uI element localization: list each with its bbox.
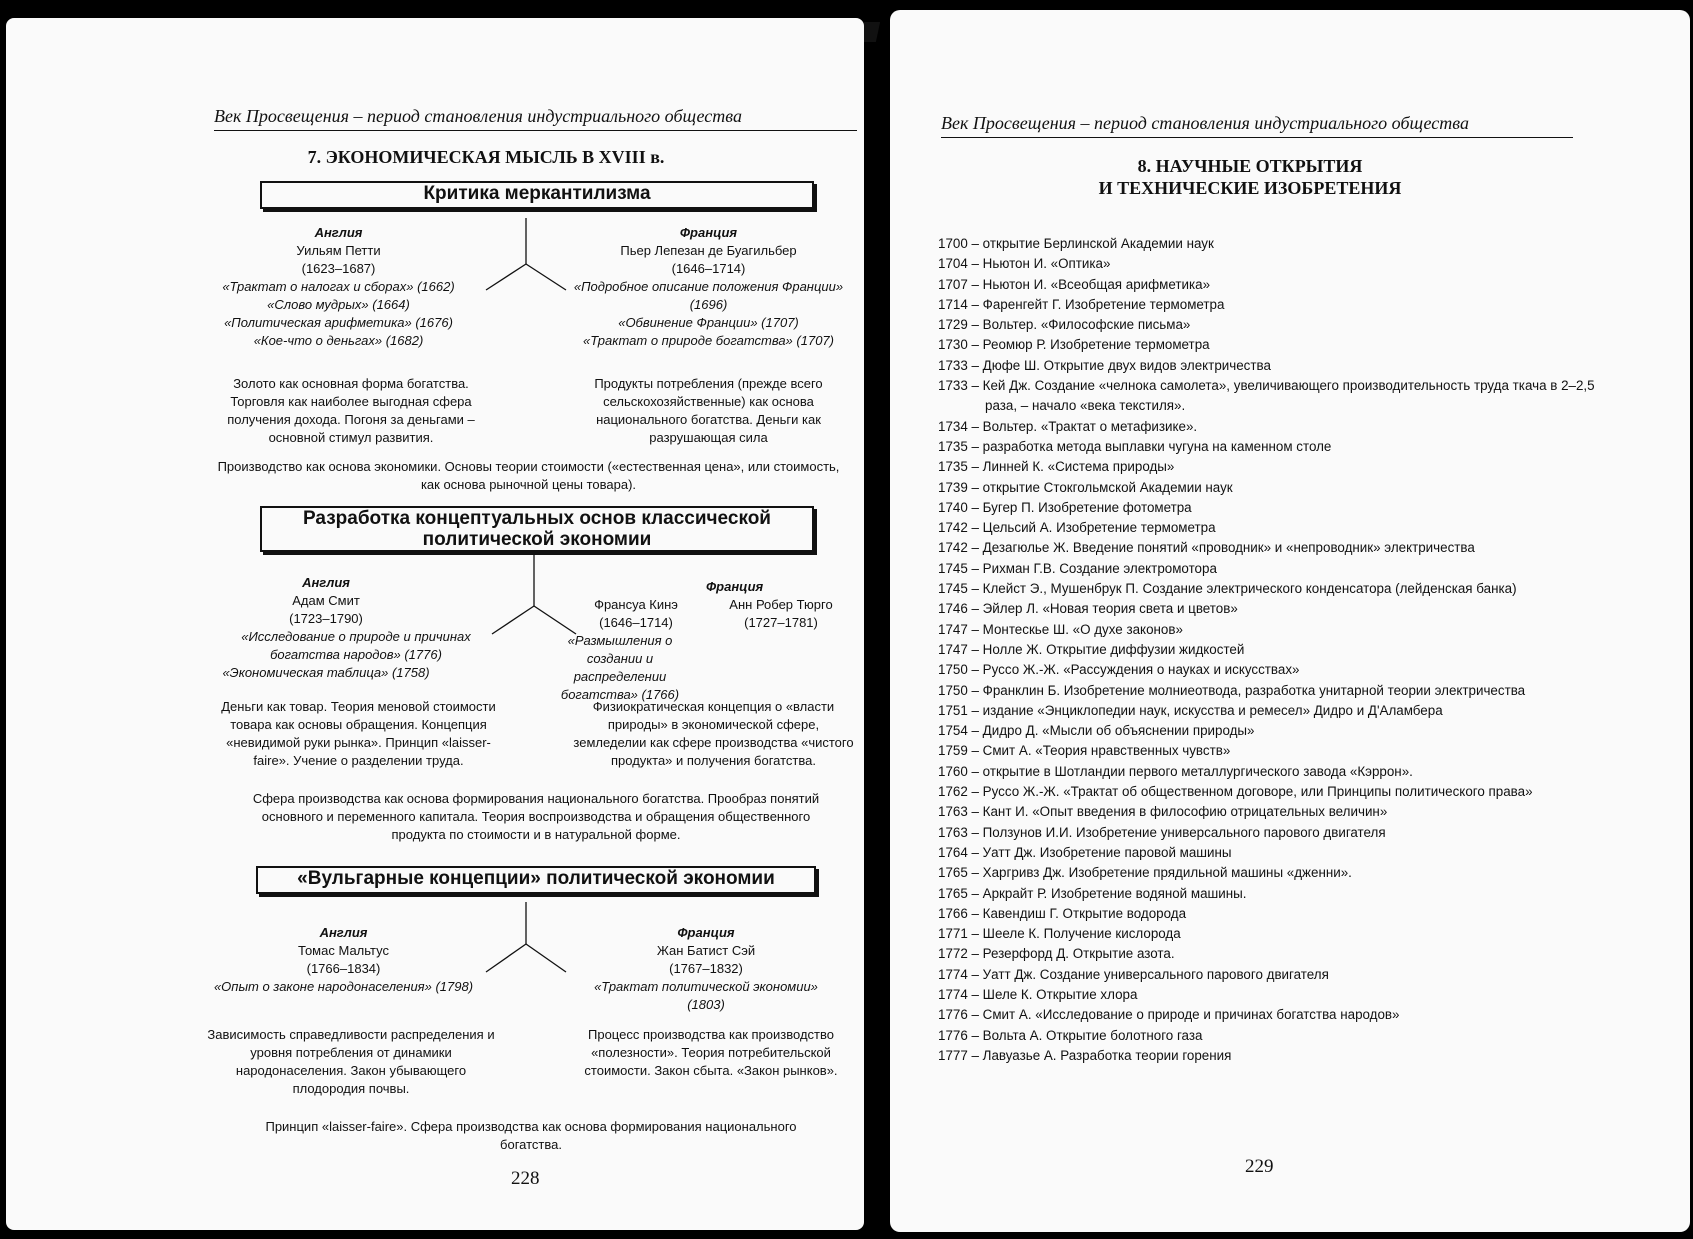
page-number: 229 [1245,1156,1274,1177]
person-name: Адам Смит [292,593,360,608]
timeline-entry: 1766 – Кавендиш Г. Открытие водорода [938,905,1187,921]
timeline-entry: 1740 – Бугер П. Изобретение фотометра [938,499,1192,515]
branch-connector [476,900,576,980]
timeline-entry: 1742 – Цельсий А. Изобретение термометра [938,520,1216,536]
work-title: «Опыт о законе народонаселения» (1798) [213,979,474,994]
person-name: Анн Робер Тюрго [729,597,833,612]
timeline-entry: 1772 – Резерфорд Д. Открытие азота. [938,946,1175,962]
timeline-entry: 1735 – Линней К. «Система природы» [938,459,1175,475]
england-summary: Золото как основная форма богатства. Торговля как наиболее выгодная сфера получения дохода. Погоня за деньгами – основной стимул развития. [227,376,475,445]
timeline-entry: 1776 – Смит А. «Исследование о природе и причинах богатства народов» [938,1007,1400,1023]
timeline-entry: 1729 – Вольтер. «Философские письма» [938,317,1191,333]
france-person-turgot [706,596,856,632]
heading-line: политической экономии [422,529,652,550]
person-name: Пьер Лепезан де Буагильбер [620,243,797,258]
timeline-entry: 1771 – Шееле К. Получение кислорода [938,926,1181,942]
chapter-title [1040,155,1460,199]
timeline-entry: 1750 – Франклин Б. Изобретение молниеотвода, разработка унитарной теории электричества [938,682,1526,698]
section-conclusion: Производство как основа экономики. Основы теории стоимости («естественная цена», или стоимость, как основа рыночной цены товара). [217,459,840,492]
timeline-entry: 1764 – Уатт Дж. Изобретение паровой машины [938,844,1232,860]
timeline-entry: 1739 – открытие Стокгольмской Академии наук [938,479,1233,495]
section-heading-mercantilism: Критика меркантилизма [260,181,814,209]
person-name: Уильям Петти [296,243,381,258]
france-summary: Продукты потребления (прежде всего сельскохозяйственные) как основа национального богатства. Деньги как разрушающая сила [594,376,823,445]
england-column [206,924,481,996]
timeline-entry: 1747 – Монтескье Ш. «О духе законов» [938,621,1183,637]
work-title: «Экономическая таблица» (1758) [222,665,430,680]
timeline-entry: 1776 – Вольта А. Открытие болотного газа [938,1027,1203,1043]
section-heading-classical [260,506,814,552]
timeline-entry: 1714 – Фаренгейт Г. Изобретение термометра [938,296,1225,312]
country-label: Франция [679,225,738,240]
timeline-entry: 1762 – Руссо Ж.-Ж. «Трактат об общественном договоре, или Принципы политического права» [938,784,1533,800]
work-title: «Политическая арифметика» (1676) [224,315,453,330]
person-dates: (1767–1832) [669,961,743,976]
timeline-entry: 1745 – Рихман Г.В. Создание электромотора [938,560,1217,576]
timeline-entry: 1704 – Ньютон И. «Оптика» [938,256,1111,272]
person-dates: (1623–1687) [301,261,376,276]
timeline-entry: 1750 – Руссо Ж.-Ж. «Рассуждения о науках и искусствах» [938,662,1300,678]
france-column [561,224,856,350]
section-conclusion: Сфера производства как основа формирования национального богатства. Прообраз понятий основного и переменного капитала. Теория воспроизводства и обращения общественного продукта по стоимости и в натуральной форме. [252,791,820,842]
country-label: Англия [319,925,368,940]
person-dates: (1723–1790) [289,611,363,626]
timeline-entry: 1751 – издание «Энциклопедии наук, искусства и ремесел» Дидро и Д'Аламбера [938,702,1443,718]
work-title: «Кое-что о деньгах» (1682) [253,333,424,348]
section-conclusion: Принцип «laisser-faire». Сфера производства как основа формирования национального богатства. [265,1119,797,1152]
england-summary: Деньги как товар. Теория меновой стоимости товара как основы обращения. Концепция «невидимой руки рынка». Принцип «laisser-faire». Учение о разделении труда. [221,699,496,768]
work-title: «Исследование о природе и причинах богатства народов» (1776) [241,629,471,662]
timeline-list [938,234,1608,1066]
left-page [6,18,864,1230]
timeline-entry: 1765 – Харгривз Дж. Изобретение прядильной машины «дженни». [938,865,1352,881]
heading-line: Разработка концептуальных основ классической [302,508,771,529]
timeline-entry: 1734 – Вольтер. «Трактат о метафизике». [938,418,1198,434]
work-title: «Слово мудрых» (1664) [267,297,410,312]
timeline-entry: 1759 – Смит А. «Теория нравственных чувств» [938,743,1231,759]
france-summary: Физиократическая концепция о «власти природы» в экономической сфере, земледелии как сфере производства «чистого продукта» и получения богатства. [573,699,854,768]
section-heading-vulgar: «Вульгарные концепции» политической экономии [256,866,816,894]
right-page [890,10,1690,1232]
france-summary: Процесс производства как производство «полезности». Теория потребительской стоимости. Закон сбыта. «Закон рынков». [584,1027,838,1078]
person-name: Жан Батист Сэй [656,943,756,958]
france-person-quesnay: Франция Франсуа Кинэ (1646–1714) «Размышления о создании и распределении богатства» (1766) [560,579,764,702]
timeline-entry: 1777 – Лавуазье А. Разработка теории горения [938,1047,1232,1063]
timeline-entry: 1745 – Клейст Э., Мушенбрук П. Создание электрического конденсатора (лейденская банка) [938,581,1517,597]
work-title: «Трактат о налогах и сборах» (1662) [222,279,455,294]
timeline-entry: 1774 – Шеле К. Открытие хлора [938,986,1138,1002]
person-dates: (1766–1834) [306,961,381,976]
timeline-entry: 1733 – Кей Дж. Создание «челнока самолета», увеличивающего производительность труда ткача в 2–2,5 раза, – начало «века текстиля». [938,378,1595,414]
person-name: Томас Мальтус [298,943,389,958]
running-head: Век Просвещения – период становления индустриального общества [214,106,857,131]
chapter-title-line: 8. НАУЧНЫЕ ОТКРЫТИЯ [1137,156,1363,176]
page-number: 228 [511,1168,540,1189]
timeline-entry: 1763 – Кант И. «Опыт введения в философию отрицательных величин» [938,804,1388,820]
country-label: Франция [677,925,735,940]
country-label: Англия [314,225,363,240]
person-name: Франсуа Кинэ [594,597,678,612]
timeline-entry: 1763 – Ползунов И.И. Изобретение универсального парового двигателя [938,824,1386,840]
country-label: Англия [302,575,350,590]
timeline-entry: 1747 – Нолле Ж. Открытие диффузии жидкостей [938,641,1245,657]
timeline-entry: 1735 – разработка метода выплавки чугуна на каменном столе [938,438,1332,454]
timeline-entry: 1700 – открытие Берлинской Академии наук [938,236,1214,251]
person-dates: (1727–1781) [744,615,818,630]
work-title: «Подробное описание положения Франции» (1696) [573,279,844,312]
timeline-entry: 1746 – Эйлер Л. «Новая теория света и цветов» [938,601,1238,617]
timeline-entry: 1754 – Дидро Д. «Мысли об объяснении природы» [938,723,1255,739]
running-head: Век Просвещения – период становления индустриального общества [941,113,1573,138]
person-dates: (1646–1714) [671,261,746,276]
timeline-entry: 1733 – Дюфе Ш. Открытие двух видов электричества [938,357,1271,373]
work-title: «Размышления о создании и распределении богатства» (1766) [560,633,680,702]
chapter-title-line: И ТЕХНИЧЕСКИЕ ИЗОБРЕТЕНИЯ [1098,178,1402,198]
person-dates: (1646–1714) [599,615,673,630]
timeline-entry: 1765 – Аркрайт Р. Изобретение водяной машины. [938,885,1247,901]
timeline-entry: 1760 – открытие в Шотландии первого металлургического завода «Кэррон». [938,763,1413,779]
work-title: «Трактат о природе богатства» (1707) [583,333,834,348]
timeline-entry: 1774 – Уатт Дж. Создание универсального парового двигателя [938,966,1329,982]
england-summary: Зависимость справедливости распределения и уровня потребления от динамики народонаселения. Закон убывающего плодородия почвы. [207,1027,495,1096]
work-title: «Трактат политической экономии» (1803) [594,979,818,1012]
france-column [576,924,836,1014]
england-column [211,574,501,682]
timeline-entry: 1707 – Ньютон И. «Всеобщая арифметика» [938,276,1211,292]
timeline-entry: 1730 – Реомюр Р. Изобретение термометра [938,337,1210,353]
timeline-entry: 1742 – Дезагюлье Ж. Введение понятий «проводник» и «непроводник» электричества [938,540,1475,556]
chapter-title: 7. ЭКОНОМИЧЕСКАЯ МЫСЛЬ В XVIII в. [307,147,665,167]
work-title: «Обвинение Франции» (1707) [618,315,799,330]
england-column [196,224,481,350]
